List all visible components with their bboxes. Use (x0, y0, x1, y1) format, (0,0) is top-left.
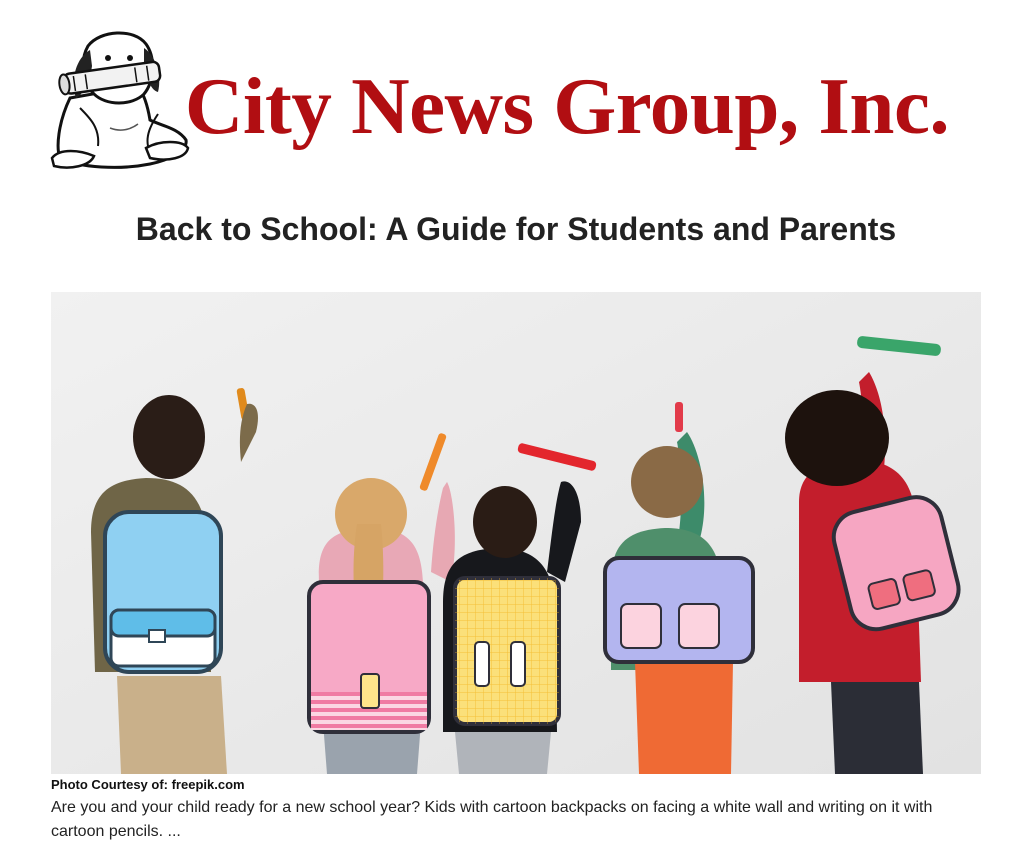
site-title[interactable]: City News Group, Inc. (184, 61, 950, 151)
article-hero-image[interactable] (51, 292, 981, 774)
photo-credit: Photo Courtesy of: freepik.com (51, 777, 245, 792)
article-headline[interactable]: Back to School: A Guide for Students and Parents (135, 211, 897, 247)
masthead (50, 28, 980, 174)
article-excerpt: Are you and your child ready for a new school year? Kids with cartoon backpacks on facing a white wall and writing on it with cartoon pencils. ... (51, 799, 933, 840)
